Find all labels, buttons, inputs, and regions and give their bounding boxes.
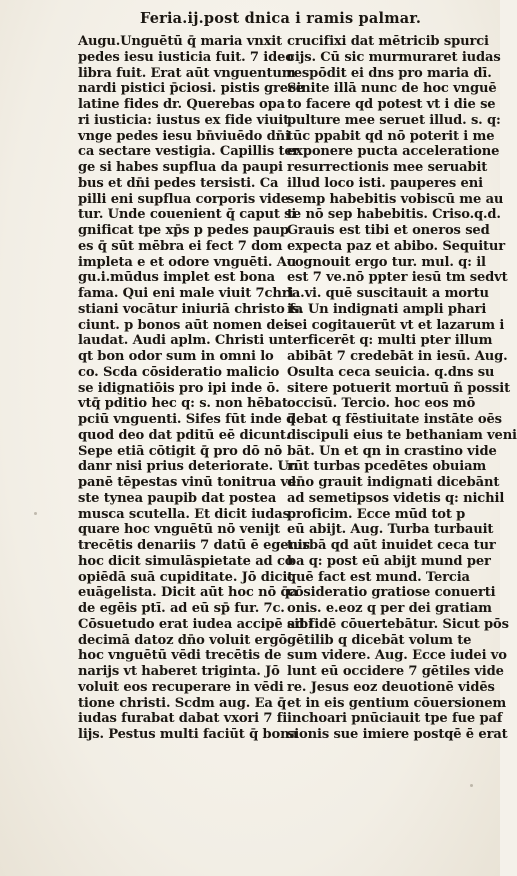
text-line: sitere potuerit mortuū ñ possit	[287, 380, 510, 396]
text-line: gu.i.mūdus implet est bona	[78, 270, 275, 286]
text-line: pulture mee seruet illud. s. q:	[287, 112, 501, 128]
text-line: Grauis est tibi et oneros sed	[287, 223, 490, 238]
text-line: te nō sep habebitis. Criso.q.d.	[287, 207, 501, 223]
text-line: co. Scda cōsideratio malicio	[78, 364, 280, 380]
text-line: eū abijt. Aug. Turba turbauit	[287, 522, 494, 538]
text-line: iudas furabat dabat vxori 7 fi	[78, 711, 288, 727]
text-line: sionis sue imiere postqē ē erat	[287, 727, 508, 742]
text-line: trecētis denariis 7 datū ē egenis	[78, 538, 310, 553]
text-line: nardi pistici p̄ciosi. pistis grece	[78, 81, 304, 97]
text-line: respōdit ei dns pro maria dī.	[287, 65, 492, 81]
text-line: inchoari pnūciauit tpe fue paf	[287, 711, 503, 727]
text-line: decimā datoz dn̄o voluit ergō	[78, 632, 288, 648]
text-line: ca sectare vestigia. Capillis ter	[78, 144, 300, 160]
running-header: Feria.ij.post dnica i ramis palmar.	[140, 10, 422, 27]
text-line: cijs. Cū sic murmuraret iudas	[287, 49, 501, 65]
text-line: es q̄ sūt mēbra ei fect 7 dom	[78, 238, 283, 254]
text-line: bus et dn̄i pedes tersisti. Ca	[78, 175, 279, 191]
text-line: expecta paz et abibo. Sequitur	[287, 238, 506, 254]
text-line: gnificat tpe xp̄s p pedes paup	[78, 223, 289, 238]
text-line: resurrectionis mee seruabit	[287, 160, 488, 175]
text-line: latine fides dr. Querebas opa	[78, 97, 285, 112]
text-line: tione christi. Scdm aug. Ea q̄	[78, 695, 287, 711]
text-line: la.vi. quē suscitauit a mortu	[287, 286, 489, 301]
text-line: Augu.Unguētū q̄ maria vnxit	[78, 34, 283, 49]
text-line: dn̄o grauit indignati dicebānt	[287, 475, 500, 490]
text-line: exponere pucta acceleratione	[287, 144, 500, 160]
text-line: vtq̄ pditio hec q: s. non hēbat	[78, 396, 288, 412]
text-line: Cōsuetudo erat iudea accipē sibi	[78, 616, 313, 632]
text-line: opiēdā suā cupiditate. Jō dicit	[78, 569, 294, 585]
text-line: ad fidē cōuertebātur. Sicut pōs	[287, 616, 509, 632]
text-line: quod deo dat pditū eē dicunt.	[78, 427, 291, 443]
text-line: vnge pedes iesu bn̄viuēdo dn̄i	[78, 128, 290, 144]
text-line: illud loco isti. pauperes eni	[287, 175, 483, 191]
text-line: de egēis ptī. ad eū sp̄ fur. 7c.	[78, 601, 285, 616]
text-line: cognouit ergo tur. mul. q: il	[287, 254, 486, 270]
text-line: et in eis gentium cōuersionem	[287, 695, 507, 711]
text-line: hoc dicit simulāspietate ad co	[78, 553, 294, 569]
text-line: impleta e et odore vnguēti. Au	[78, 254, 297, 270]
text-line: abibāt 7 credebāt in iesū. Aug.	[287, 349, 508, 364]
text-line: fama. Qui eni male viuit 7chri	[78, 286, 294, 301]
text-line: to facere qd potest vt i die se	[287, 97, 496, 112]
text-line: Sepe etiā cōtigit q̄ pro dō nō	[78, 443, 283, 459]
text-line: gētilib q dicebāt volum te	[287, 632, 472, 648]
text-line: pedes iesu iusticia fuit. 7 ideo	[78, 49, 294, 65]
text-line: est 7 ve.nō ppter iesū tm sedvt	[287, 270, 508, 286]
text-line: Sinite illā nunc de hoc vnguē	[287, 81, 497, 97]
text-line: ste tynea paupib dat postea	[78, 490, 277, 506]
text-line: quare hoc vnguētū nō venijt	[78, 522, 280, 538]
text-line: occisū. Tercio. hoc eos mō	[287, 396, 476, 412]
text-line: cōsideratio gratiose conuerti	[287, 585, 496, 601]
text-line: turbā qd aūt inuidet ceca tur	[287, 538, 496, 553]
text-line: re. Jesus eoz deuotionē vidēs	[287, 679, 495, 695]
text-line: stiani vocātur iniuriā christo fa	[78, 301, 303, 317]
text-line: quē fact est mund. Tercia	[287, 569, 470, 585]
text-line: pciū vnguenti. Sifes fūt inde q̄	[78, 412, 296, 427]
text-line: onis. e.eoz q per dei gratiam	[287, 601, 492, 616]
text-line: semp habebitis vobiscū me au	[287, 191, 504, 207]
text-line: sei cogitauerūt vt et lazarum i	[287, 317, 505, 333]
text-line: ad semetipsos videtis q: nichil	[287, 490, 505, 506]
text-line: euāgelista. Dicit aūt hoc nō q̄a	[78, 585, 298, 601]
text-line: danr nisi prius deteriorate. Un	[78, 459, 299, 475]
text-line: is. Un indignati ampli phari	[287, 301, 487, 317]
right-text-column	[287, 34, 517, 743]
text-line: terficerēt q: multi pter illum	[287, 333, 493, 349]
text-line: narijs vt haberet triginta. Jō	[78, 664, 280, 679]
text-line: ba q: post eū abijt mund per	[287, 553, 491, 569]
left-text-column	[78, 34, 313, 743]
paper-speck	[470, 784, 473, 787]
text-line: se idignatiōis pro ipi inde ō.	[78, 380, 280, 396]
text-line: tūc ppabit qd nō poterit i me	[287, 128, 495, 144]
text-line: musca scutella. Et dicit iudas	[78, 506, 290, 522]
text-line: rūt turbas pcedētes obuiam	[287, 459, 487, 475]
text-line: lijs. Pestus multi faciūt q̄ bona	[78, 727, 298, 742]
text-line: ciunt. p bonos aūt nomen dei	[78, 317, 289, 333]
text-line: qt bon odor sum in omni lo	[78, 349, 274, 364]
text-line: proficim. Ecce mūd tot p	[287, 506, 466, 522]
text-line: hoc vnguētū vēdi trecētis de	[78, 648, 282, 664]
text-line: pilli eni supflua corporis vide	[78, 191, 289, 207]
text-line: laudat. Audi aplm. Christi un	[78, 333, 288, 349]
text-line: sum videre. Aug. Ecce iudei vo	[287, 648, 507, 664]
text-line: lunt eū occidere 7 gētiles vide	[287, 664, 504, 679]
text-line: discipuli eius te bethaniam veni	[287, 427, 517, 443]
text-line: ri iusticia: iustus ex fide viuit	[78, 112, 290, 128]
text-line: crucifixi dat mētricib spurci	[287, 34, 489, 49]
text-line: bāt. Un et qn in crastino vide	[287, 443, 497, 459]
text-line: voluit eos recuperare in vēdi	[78, 679, 284, 695]
text-line: panē tēpestas vinū tonitrua ve	[78, 475, 297, 490]
text-line: libra fuit. Erat aūt vnguentum	[78, 65, 296, 81]
text-line: debat q fēstiuitate instāte oēs	[287, 412, 502, 427]
text-line: ge si habes supflua da paupi	[78, 160, 283, 175]
paper-speck	[34, 512, 37, 515]
text-line: tur. Unde couenient q̄ caput si	[78, 207, 297, 223]
text-line: Osulta ceca seuicia. q.dns su	[287, 364, 495, 380]
